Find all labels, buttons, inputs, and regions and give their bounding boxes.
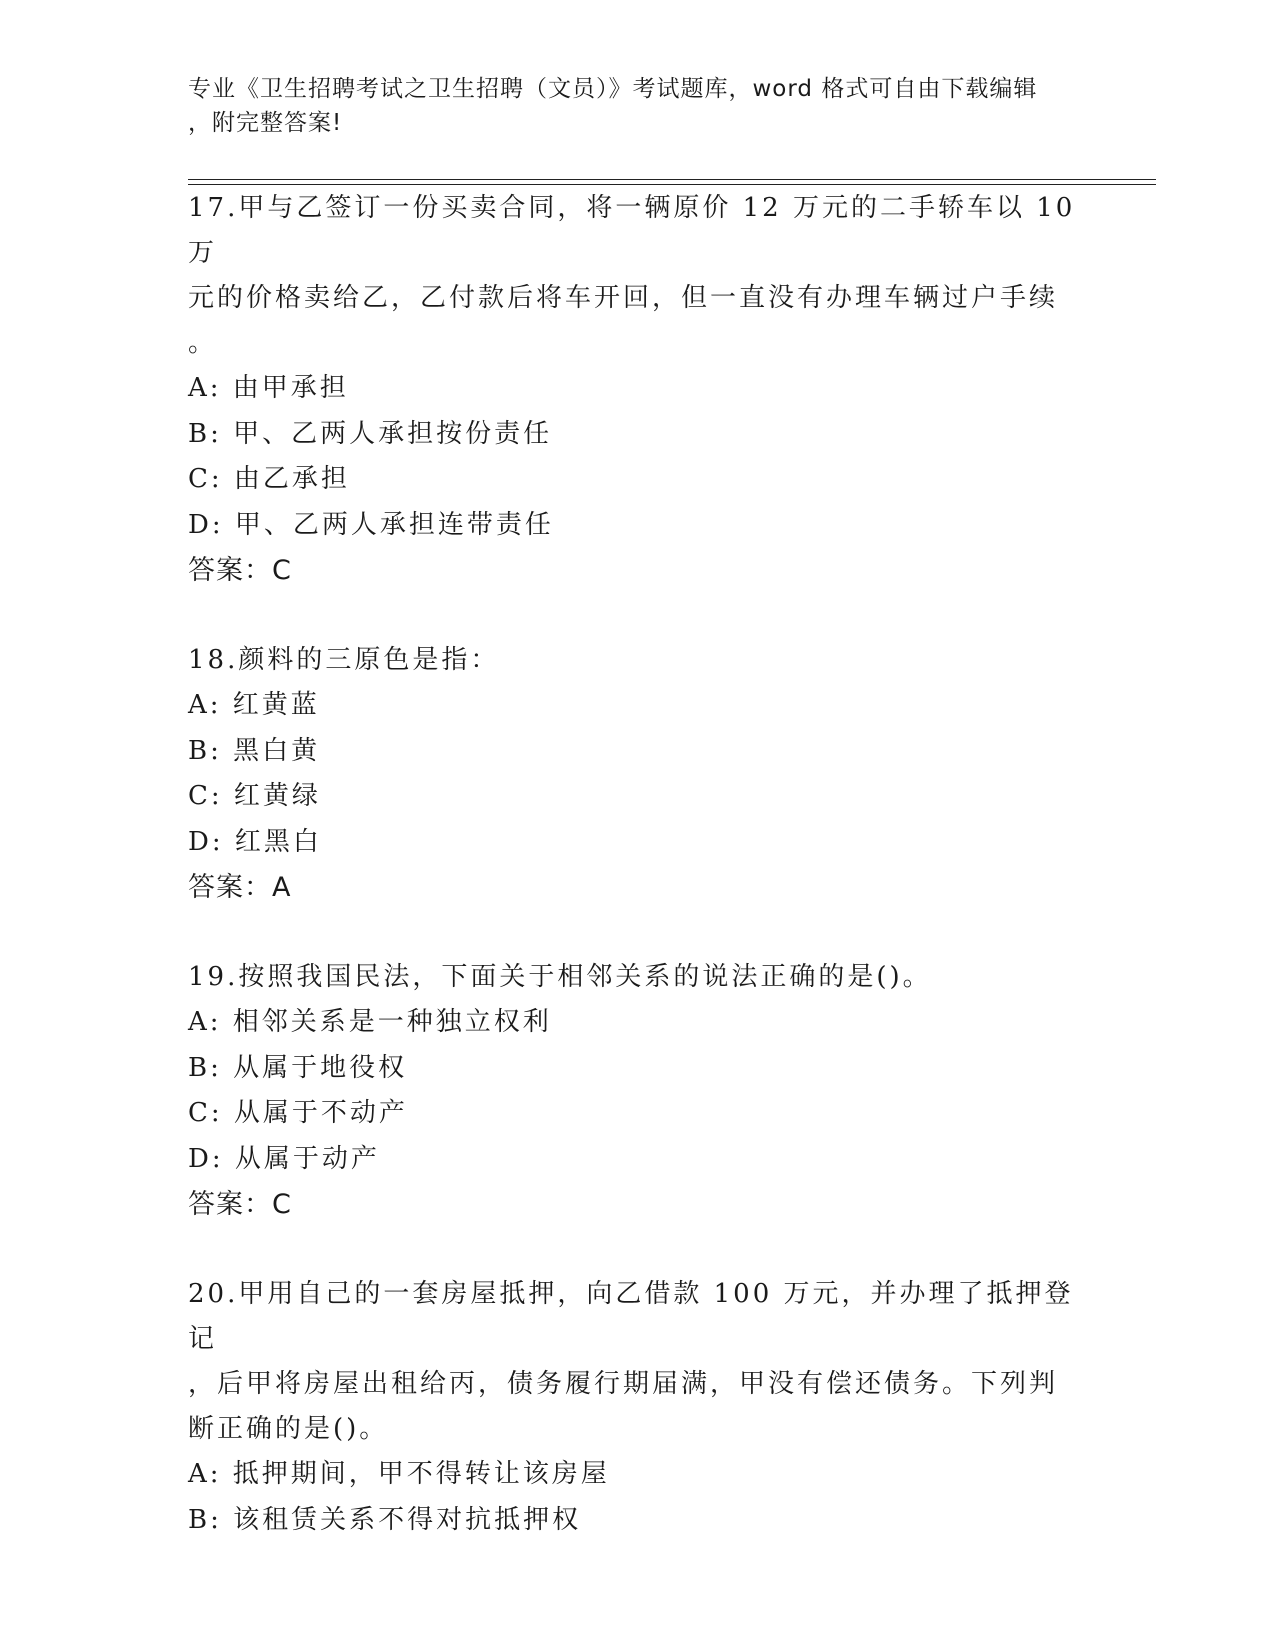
question-stem-line: 20.甲用自己的一套房屋抵押，向乙借款 100 万元，并办理了抵押登记 [188,1279,1074,1354]
option-b: B: 黑白黄 [188,735,321,766]
option-d: D: 红黑白 [188,826,322,857]
answer-text: 答案：C [188,1189,292,1220]
question-stem-line: 19.按照我国民法，下面关于相邻关系的说法正确的是()。 [188,962,932,992]
question-stem-line: 元的价格卖给乙，乙付款后将车开回，但一直没有办理车辆过户手续 [188,283,1059,313]
spacer [188,593,1088,638]
question-stem-line: 。 [188,328,218,358]
option-b: B: 该租赁关系不得对抗抵押权 [188,1504,582,1535]
header-line-2: ，附完整答案! [188,110,343,136]
question-19 [188,955,1088,1227]
question-list [188,186,1088,1543]
question-stem-line: 18.颜料的三原色是指： [188,645,500,675]
option-b: B: 从属于地役权 [188,1052,408,1083]
option-c: C: 红黄绿 [188,781,321,811]
spacer [188,910,1088,955]
question-stem-line: ，后甲将房屋出租给丙，债务履行期届满，甲没有偿还债务。下列判 [188,1369,1059,1399]
option-b: B: 甲、乙两人承担按份责任 [188,418,553,449]
option-d: D: 甲、乙两人承担连带责任 [188,509,554,540]
spacer [188,1227,1088,1272]
header-divider-bottom [188,184,1156,185]
question-20 [188,1272,1088,1543]
question-17 [188,186,1088,593]
question-stem-line: 断正确的是()。 [188,1414,389,1444]
document-header [188,72,1068,140]
option-c: C: 由乙承担 [188,464,350,494]
option-a: A: 抵押期间，甲不得转让该房屋 [188,1459,610,1489]
header-divider-top [188,179,1156,180]
answer-text: 答案：A [188,872,292,903]
question-stem-line: 17.甲与乙签订一份买卖合同，将一辆原价 12 万元的二手轿车以 10 万 [188,193,1076,268]
header-line-1: 专业《卫生招聘考试之卫生招聘（文员）》考试题库，word 格式可自由下载编辑 [188,76,1038,102]
answer-text: 答案：C [188,555,292,586]
question-18 [188,638,1088,910]
option-d: D: 从属于动产 [188,1143,380,1174]
option-a: A: 相邻关系是一种独立权利 [188,1007,552,1037]
option-c: C: 从属于不动产 [188,1098,408,1128]
option-a: A: 由甲承担 [188,373,349,403]
option-a: A: 红黄蓝 [188,690,320,720]
